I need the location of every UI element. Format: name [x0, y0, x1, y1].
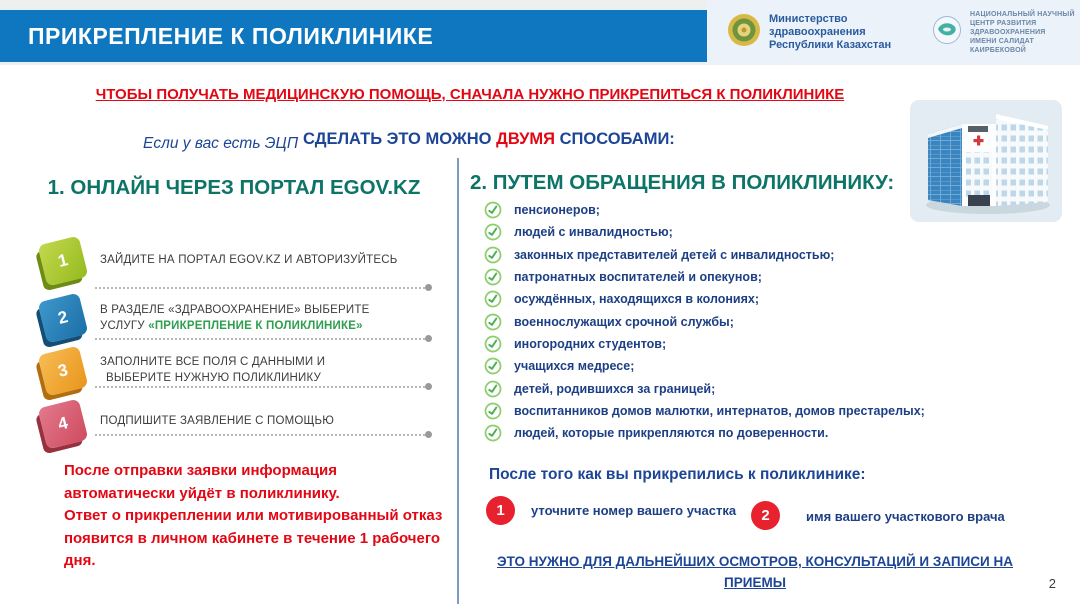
ministry-logo-block: [727, 13, 906, 52]
ways-prefix: СДЕЛАТЬ ЭТО МОЖНО: [303, 130, 497, 148]
point-1-number: 1: [496, 502, 505, 519]
list-item: [484, 199, 925, 221]
left-red-note: [64, 460, 464, 573]
logo-panel: [707, 0, 1080, 65]
check-icon: [484, 402, 502, 420]
red-note-line5: дня.: [64, 552, 96, 569]
step-1-line1: ЗАЙДИТЕ НА ПОРТАЛ EGOV.KZ И АВТОРИЗУЙТЕСЬ: [100, 254, 398, 266]
red-note-line1: После отправки заявки информация: [64, 462, 337, 479]
kazakhstan-emblem-icon: [727, 13, 761, 52]
list-item: [484, 400, 925, 422]
ecp-note: Если у вас есть ЭЦП: [143, 135, 299, 152]
step-4-dotted-line: [95, 434, 425, 436]
check-icon: [484, 335, 502, 353]
page-title: ПРИКРЕПЛЕНИЕ К ПОЛИКЛИНИКЕ: [28, 22, 434, 49]
list-item-label: военнослужащих срочной службы;: [514, 314, 734, 329]
list-item-label: пенсионеров;: [514, 203, 600, 218]
footer-note-line1: ЭТО НУЖНО ДЛЯ ДАЛЬНЕЙШИХ ОСМОТРОВ, КОНСУЛЬТАЦИЙ И ЗАПИСИ НА: [497, 554, 1013, 569]
step-1-cube: [38, 236, 89, 287]
check-icon: [484, 201, 502, 219]
list-item-label: людей, которые прикрепляются по доверенности.: [514, 426, 829, 441]
step-4-text: [100, 414, 440, 430]
check-icon: [484, 424, 502, 442]
center-logo-block: [932, 10, 1080, 55]
step-1-text: [100, 253, 440, 269]
step-4-cube: [38, 399, 89, 450]
check-icon: [484, 380, 502, 398]
check-icon: [484, 246, 502, 264]
list-item: [484, 288, 925, 310]
left-section-heading: 1. ОНЛАЙН ЧЕРЕЗ ПОРТАЛ EGOV.KZ: [47, 176, 421, 199]
column-divider: [457, 158, 459, 604]
step-2-text: [100, 303, 440, 334]
check-icon: [484, 357, 502, 375]
list-item-label: учащихся медресе;: [514, 359, 635, 374]
check-icon: [484, 268, 502, 286]
red-note-line3: Ответ о прикреплении или мотивированный отказ: [64, 507, 443, 524]
list-item-label: воспитанников домов малютки, интернатов, домов престарелых;: [514, 403, 925, 418]
list-item: [484, 221, 925, 243]
footer-note-line2: ПРИЕМЫ: [724, 575, 786, 590]
step-3-line1: ЗАПОЛНИТЕ ВСЕ ПОЛЯ С ДАННЫМИ И: [100, 356, 326, 368]
step-1-number: 1: [55, 250, 70, 271]
list-item: [484, 244, 925, 266]
step-3-cube: [38, 346, 89, 397]
nnc-globe-icon: [932, 15, 962, 50]
list-item: [484, 310, 925, 332]
list-item: [484, 422, 925, 444]
center-line1: НАЦИОНАЛЬНЫЙ НАУЧНЫЙ: [969, 11, 1075, 18]
center-line3: ИМЕНИ САЛИДАТ КАИРБЕКОВОЙ: [969, 38, 1035, 54]
list-item-label: людей с инвалидностью;: [514, 225, 673, 240]
ministry-name: [769, 13, 906, 52]
red-note-line2: автоматически уйдёт в поликлинику.: [64, 484, 340, 502]
point-2-text: имя вашего участкового врача: [806, 509, 1005, 524]
step-2-number: 2: [55, 307, 70, 328]
footer-note: [470, 551, 1040, 593]
check-icon: [484, 290, 502, 308]
step-2-line2-highlight: «ПРИКРЕПЛЕНИЕ К ПОЛИКЛИНИКЕ»: [148, 319, 363, 332]
ways-highlight: ДВУМЯ: [496, 130, 556, 148]
list-item: [484, 377, 925, 399]
main-banner: ЧТОБЫ ПОЛУЧАТЬ МЕДИЦИНСКУЮ ПОМОЩЬ, СНАЧАЛА НУЖНО ПРИКРЕПИТЬСЯ К ПОЛИКЛИНИКЕ: [95, 86, 845, 103]
point-2-number: 2: [761, 507, 770, 524]
list-item: [484, 333, 925, 355]
page-number: 2: [1048, 576, 1056, 591]
step-2-line1: В РАЗДЕЛЕ «ЗДРАВООХРАНЕНИЕ» ВЫБЕРИТЕ: [100, 304, 370, 316]
step-1-dotted-line: [95, 287, 425, 289]
list-item: [484, 355, 925, 377]
after-attach-heading: После того как вы прикрепились к поликлинике:: [489, 466, 866, 483]
center-line2: ЦЕНТР РАЗВИТИЯ ЗДРАВООХРАНЕНИЯ: [969, 20, 1046, 36]
title-bar: [0, 10, 707, 62]
step-2-line2: [100, 319, 440, 335]
step-3-line2: ВЫБЕРИТЕ НУЖНУЮ ПОЛИКЛИНИКУ: [106, 371, 322, 384]
step-2-dotted-line: [95, 338, 425, 340]
step-4-line1: ПОДПИШИТЕ ЗАЯВЛЕНИЕ С ПОМОЩЬЮ: [100, 415, 335, 427]
point-1-circle: [486, 496, 515, 525]
ministry-line1: Министерство здравоохранения: [769, 13, 866, 38]
step-3-text: [100, 355, 440, 386]
step-4-number: 4: [55, 413, 70, 434]
check-icon: [484, 223, 502, 241]
right-section-heading: 2. ПУТЕМ ОБРАЩЕНИЯ В ПОЛИКЛИНИКУ:: [470, 171, 895, 194]
list-item-label: осуждённых, находящихся в колониях;: [514, 292, 760, 307]
ways-suffix: СПОСОБАМИ:: [555, 130, 675, 148]
ministry-line2: Республики Казахстан: [769, 39, 892, 51]
red-note-line4: появится в личном кабинете в течение 1 рабочего: [64, 529, 441, 547]
list-item-label: законных представителей детей с инвалидностью;: [514, 247, 835, 262]
eligibility-list: [484, 199, 925, 444]
check-icon: [484, 313, 502, 331]
ways-line: [303, 130, 675, 149]
hospital-building-image: [910, 100, 1062, 222]
list-item-label: иногородних студентов;: [514, 336, 667, 351]
step-2-cube: [38, 293, 89, 344]
step-3-dotted-line: [95, 386, 425, 388]
list-item-label: патронатных воспитателей и опекунов;: [514, 270, 762, 285]
point-1-text: уточните номер вашего участка: [531, 503, 737, 518]
list-item-label: детей, родившихся за границей;: [514, 381, 716, 396]
step-3-number: 3: [55, 360, 70, 381]
point-2-circle: [751, 501, 780, 530]
center-name: [970, 10, 1080, 55]
list-item: [484, 266, 925, 288]
step-2-line2-prefix: УСЛУГУ: [100, 319, 149, 332]
